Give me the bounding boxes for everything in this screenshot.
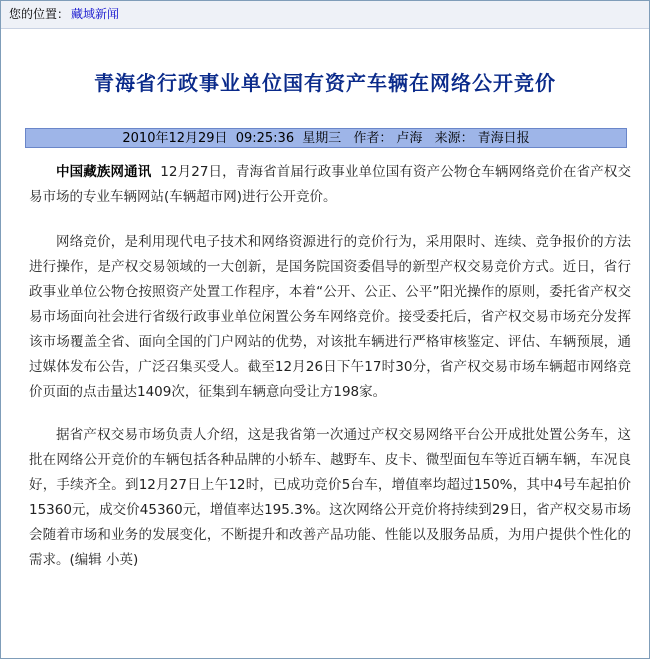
article-paragraph-1 (29, 160, 631, 210)
article-paragraph-2: 网络竞价，是利用现代电子技术和网络资源进行的竞价行为，采用限时、连续、竞争报价的方法进行操作，是产权交易领域的一大创新，是国务院国资委倡导的新型产权交易竞价方式。近日，省行政事业单位公物仓按照资产处置工作程序，本着“公开、公正、公平”阳光操作的原则，委托省产权交易市场面向社会进行省级行政事业单位闲置公务车网络竞价。接受委托后，省产权交易市场充分发挥该市场覆盖全省、面向全国的门户网站的优势，对该批车辆进行严格审核鉴定、评估、车辆预展，通过媒体发布公告，广泛召集买受人。截至12月26日下午17时30分，省产权交易市场车辆超市网络竞价页面的点击量达1409次，征集到车辆意向受让方198家。 (29, 234, 631, 400)
meta-author: 卢海 (396, 131, 423, 146)
paragraph-1-text: 12月27日，青海省首届行政事业单位国有资产公物仓车辆网络竞价在省产权交易市场的专业车辆网站(车辆超市网)进行公开竞价。 (29, 164, 632, 205)
meta-time: 09:25:36 (235, 131, 295, 146)
article-meta-bar (25, 128, 627, 148)
article-lead: 中国藏族网通讯 (56, 164, 152, 180)
article-paragraph-3: 据省产权交易市场负责人介绍，这是我省第一次通过产权交易网络平台公开成批处置公务车，这批在网络公开竞价的车辆包括各种品牌的小轿车、越野车、皮卡、微型面包车等近百辆车辆，车况良好，手续齐全。到12月27日上午12时，已成功竞价5台车，增值率均超过150%，其中4号车起拍价15360元，成交价45360元，增值率达195.3%。这次网络公开竞价将持续到29日，省产权交易市场会随着市场和业务的发展变化，不断提升和改善产品功能、性能以及服务品质，为用户提供个性化的需求。(编辑 小英) (29, 427, 631, 568)
breadcrumb (1, 1, 649, 29)
article-body (1, 160, 649, 573)
meta-date: 2010年12月29日 (122, 131, 228, 146)
article-title: 青海省行政事业单位国有资产车辆在网络公开竞价 (94, 71, 556, 95)
breadcrumb-label: 您的位置： (9, 7, 70, 21)
breadcrumb-link-category[interactable]: 藏域新闻 (71, 7, 120, 21)
meta-source-label: 来源： (434, 131, 474, 146)
meta-weekday: 星期三 (302, 131, 342, 146)
meta-source: 青海日报 (477, 131, 530, 146)
meta-author-label: 作者： (353, 131, 393, 146)
